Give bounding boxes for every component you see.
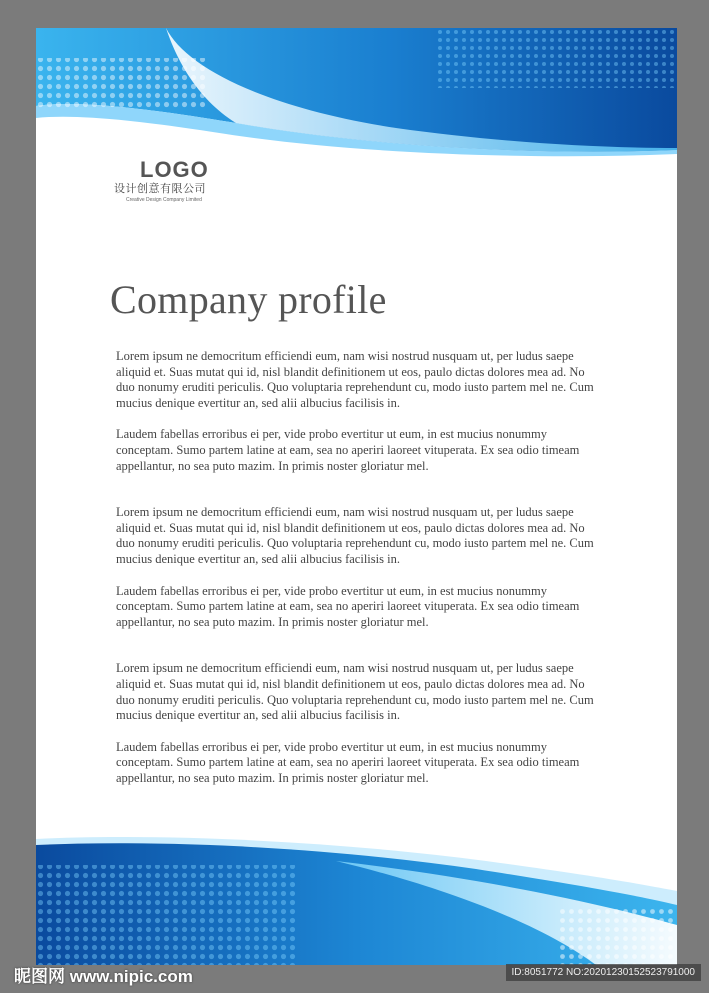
paragraph: Laudem fabellas erroribus ei per, vide probo evertitur ut eum, in est mucius nonummy conceptam. Sumo partem latine at eam, sea no aperiri laoreet vituperata. Ex sea odio timeam appellantur, no sea puto mazim. In primis noster gloriatur mel. bbox=[116, 427, 580, 473]
text-section bbox=[116, 505, 606, 630]
paragraph: Lorem ipsum ne democritum efficiendi eum, nam wisi nostrud nusquam ut, per ludus saepe aliquid et. Suas mutat qui id, nisl blandit definitionem ut eos, paulo dictas dolores mea ad. No duo nonumy eruditi periculis. Quo voluptaria reprehendunt cu, modo iusto partem mel ne. Cum mucius denique evertitur an, sed alii albucius facilisis in. bbox=[116, 349, 594, 410]
letterhead-page bbox=[36, 28, 677, 965]
text-section bbox=[116, 349, 606, 474]
company-logo bbox=[114, 158, 244, 204]
logo-english-name: Creative Design Company Limited bbox=[126, 197, 202, 203]
bottom-wave-decoration bbox=[36, 835, 677, 965]
page-title: Company profile bbox=[110, 277, 387, 322]
paragraph: Laudem fabellas erroribus ei per, vide probo evertitur ut eum, in est mucius nonummy conceptam. Sumo partem latine at eam, sea no aperiri laoreet vituperata. Ex sea odio timeam appellantur, no sea puto mazim. In primis noster gloriatur mel. bbox=[116, 583, 580, 629]
paragraph: Lorem ipsum ne democritum efficiendi eum, nam wisi nostrud nusquam ut, per ludus saepe aliquid et. Suas mutat qui id, nisl blandit definitionem ut eos, paulo dictas dolores mea ad. No duo nonumy eruditi periculis. Quo voluptaria reprehendunt cu, modo iusto partem mel ne. Cum mucius denique evertitur an, sed alii albucius facilisis in. bbox=[116, 505, 594, 566]
site-watermark: 昵图网 www.nipic.com bbox=[14, 967, 193, 986]
body-content bbox=[116, 349, 606, 817]
text-section bbox=[116, 661, 606, 786]
image-id-badge: ID:8051772 NO:20201230152523791000 bbox=[506, 964, 702, 981]
paragraph: Laudem fabellas erroribus ei per, vide probo evertitur ut eum, in est mucius nonummy conceptam. Sumo partem latine at eam, sea no aperiri laoreet vituperata. Ex sea odio timeam appellantur, no sea puto mazim. In primis noster gloriatur mel. bbox=[116, 739, 580, 785]
paragraph: Lorem ipsum ne democritum efficiendi eum, nam wisi nostrud nusquam ut, per ludus saepe aliquid et. Suas mutat qui id, nisl blandit definitionem ut eos, paulo dictas dolores mea ad. No duo nonumy eruditi periculis. Quo voluptaria reprehendunt cu, modo iusto partem mel ne. Cum mucius denique evertitur an, sed alii albucius facilisis in. bbox=[116, 661, 594, 723]
logo-mark: LOGO bbox=[140, 157, 209, 182]
logo-chinese-name: 设计创意有限公司 bbox=[114, 182, 206, 195]
